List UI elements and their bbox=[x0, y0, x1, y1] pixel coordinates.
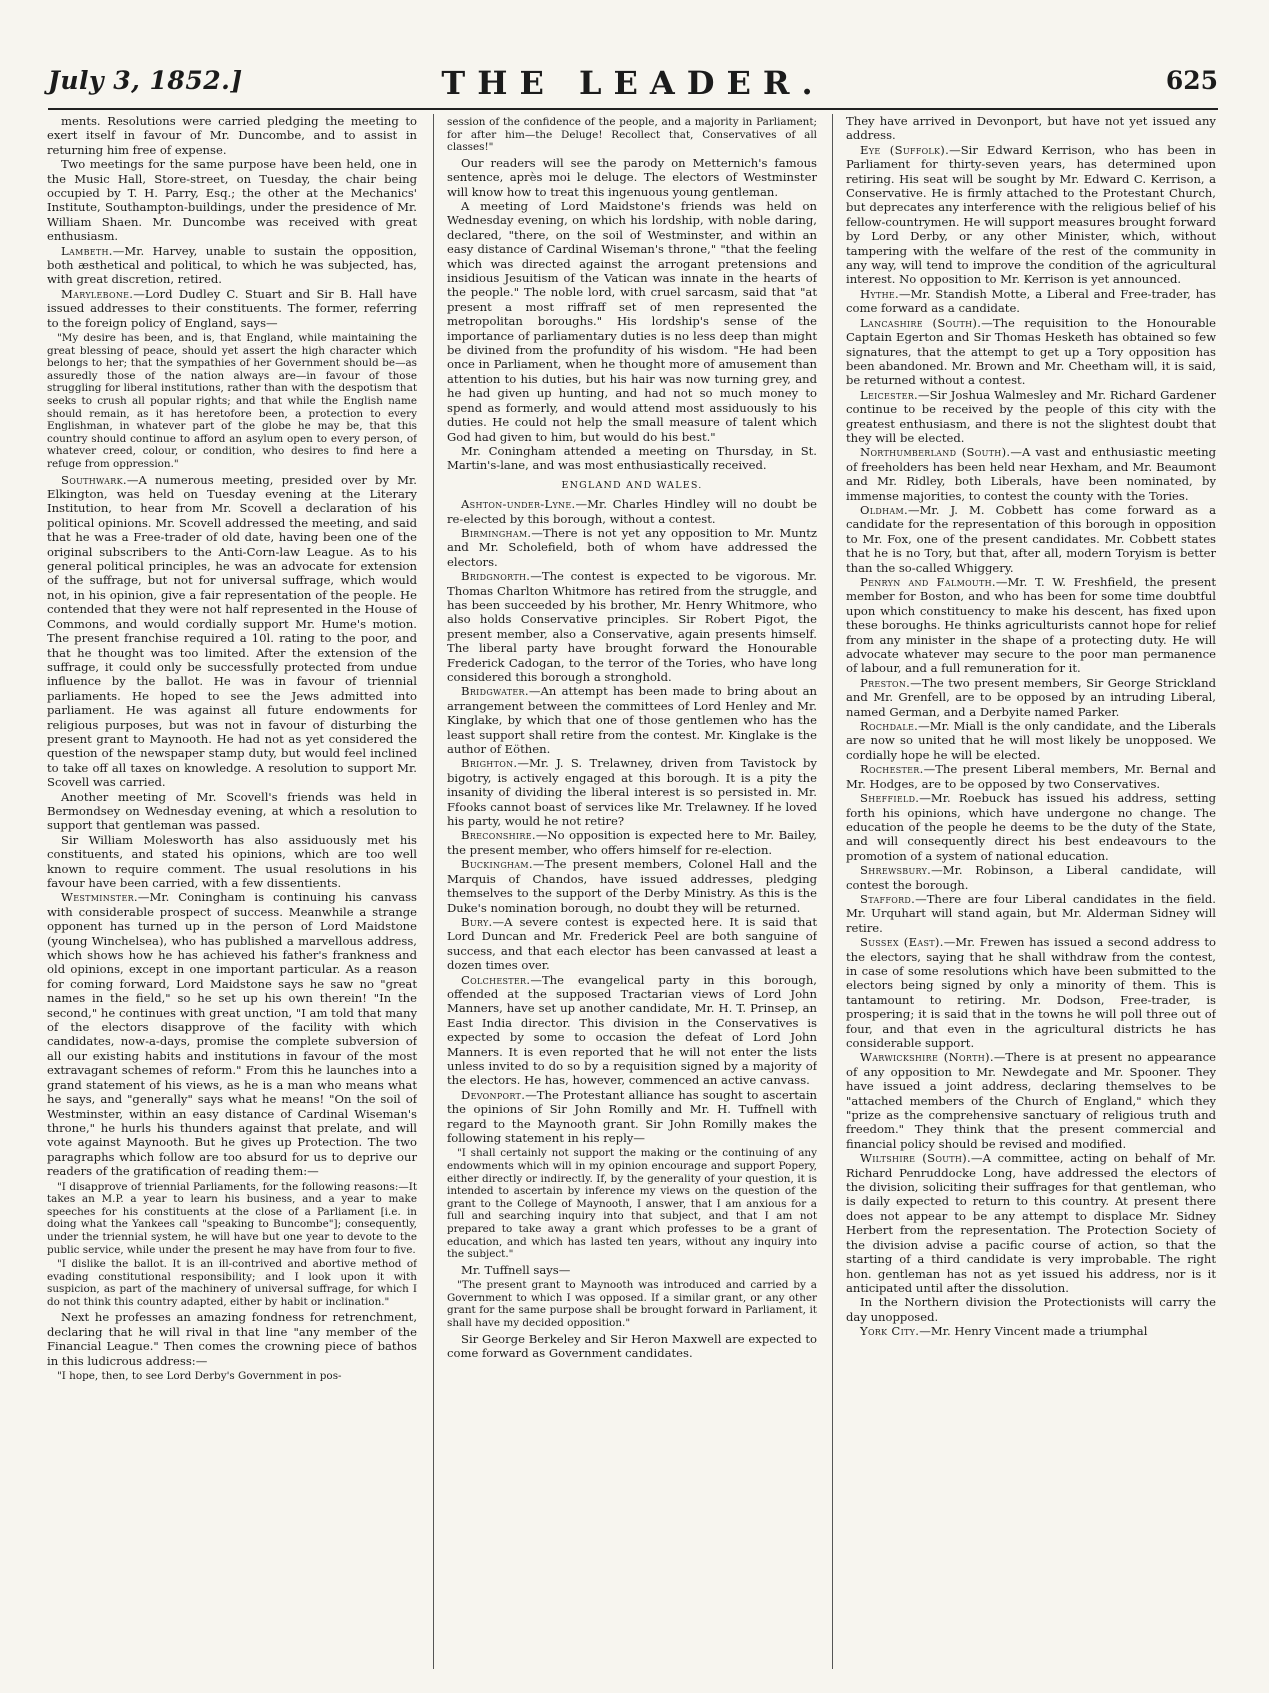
paragraph-text: ments. Resolutions were carried pledging the meeting to exert itself in favour of Mr. Duncombe, and to assist in returning him free of expense. bbox=[47, 114, 417, 157]
article-paragraph bbox=[846, 719, 1216, 762]
place-heading: Bury. bbox=[461, 914, 493, 929]
header-rule bbox=[48, 108, 1218, 110]
column-1 bbox=[47, 114, 417, 1674]
paragraph-text: —There are four Liberal candidates in the field. Mr. Urquhart will stand again, but Mr. Alderman Sidney will retire. bbox=[846, 891, 1216, 935]
article-paragraph bbox=[846, 143, 1216, 287]
article-paragraph bbox=[846, 316, 1216, 388]
article-paragraph bbox=[47, 790, 417, 833]
article-paragraph bbox=[846, 1324, 1216, 1338]
column-2 bbox=[447, 114, 817, 1674]
article-paragraph bbox=[447, 444, 817, 473]
place-heading: Birmingham. bbox=[461, 525, 532, 540]
place-heading: Stafford. bbox=[860, 891, 916, 906]
paragraph-text: "My desire has been, and is, that England, while maintaining the great blessing of peace, should yet assert the high character which belongs to her; that the sympathies of her Government should be—as assuredly those of the nation always are—in favour of those struggling for liberal institutions, rather than with the despotism that seeks to crush all popular rights; and that while the English name should remain, as it has heretofore been, a protection to every Englishman, in whatever part of the globe he may be, that this country should continue to afford an asylum open to every person, of whatever creed, colour, or condition, who desires to find here a refuge from oppression." bbox=[47, 332, 417, 471]
article-paragraph bbox=[447, 684, 817, 756]
paragraph-text: —A severe contest is expected here. It is said that Lord Duncan and Mr. Frederick Peel are both sanguine of success, and that each elector has been canvassed at least a dozen times over. bbox=[447, 914, 817, 973]
paragraph-text: "The present grant to Maynooth was introduced and carried by a Government to which I was opposed. If a similar grant, or any other grant for the same purpose shall be brought forward in Parliament, it shall have my decided opposition." bbox=[447, 1279, 817, 1329]
paragraph-text: —Sir Joshua Walmesley and Mr. Richard Gardener continue to be received by the people of this city with the greatest enthusiasm, and there is not the slightest doubt that they will be elected. bbox=[846, 387, 1216, 445]
article-paragraph bbox=[846, 892, 1216, 935]
paragraph-text: Mr. Tuffnell says— bbox=[461, 1262, 571, 1277]
paragraph-text: —Mr. Miall is the only candidate, and the Liberals are now so united that he will most likely be unopposed. We cordially hope he will be elected. bbox=[846, 719, 1216, 762]
article-paragraph bbox=[447, 199, 817, 444]
paragraph-text: —There is at present no appearance of any opposition to Mr. Newdegate and Mr. Spooner. They have issued a joint address, declaring themselves to be "attached members of the Church of England," which they "prize as the comprehensive sanctuary of religious truth and freedom." They think that the present commercial and financial policy should be revised and modified. bbox=[846, 1050, 1216, 1151]
place-heading: Buckingham. bbox=[461, 857, 533, 872]
quoted-passage bbox=[447, 116, 817, 154]
place-heading: Warwickshire (North). bbox=[860, 1050, 994, 1065]
article-paragraph bbox=[447, 915, 817, 973]
paragraph-text: —A numerous meeting, presided over by Mr. Elkington, was held on Tuesday evening at the Literary Institution, to hear from Mr. Scovell a declaration of his political opinions. Mr. Scovell addressed the meeting, and said that he was a Free-trader of old date, having been one of the original subscribers to the Anti-Corn-law League. As to his general political principles, he was an advocate for extension of the suffrage, but not for universal suffrage, which would not, in his opinion, give a fair representation of the people. He contended that they were not half represented in the House of Commons, and would cordially support Mr. Hume's motion. The present franchise required a 10l. rating to the poor, and that he thought was too limited. After the extension of the suffrage, it could only be successfully protected from undue influence by the ballot. He was in favour of triennial parliaments. He hoped to see the Jews admitted into parliament. He was against all future endowments for religious purposes, but was not in favour of disturbing the present grant to Maynooth. He had not as yet considered the question of the newspaper stamp duty, but would feel inclined to take off all taxes on knowledge. A resolution to support Mr. Scovell was carried. bbox=[47, 472, 417, 790]
paragraph-text: Another meeting of Mr. Scovell's friends was held in Bermondsey on Wednesday evening, at which a resolution to support that gentleman was passed. bbox=[47, 789, 417, 833]
paragraph-text: —A committee, acting on behalf of Mr. Richard Penruddocke Long, have addressed the electors of the division, soliciting their suffrages for that gentleman, who is daily expected to return to this country. At present there does not appear to be any attempt to displace Mr. Sidney Herbert from the representation. The Protection Society of the division advise a pacific course of action, so that the starting of a third candidate is very improbable. The right hon. gentleman has not as yet issued his address, nor is it anticipated until after the dissolution. bbox=[846, 1151, 1216, 1295]
paragraph-text: session of the confidence of the people, and a majority in Parliament; for after him—the Deluge! Recollect that, Conservatives of all classes!" bbox=[447, 116, 817, 154]
quoted-passage bbox=[447, 1279, 817, 1329]
article-paragraph bbox=[846, 287, 1216, 316]
page-header bbox=[48, 64, 1218, 104]
article-paragraph bbox=[846, 1050, 1216, 1151]
place-heading: Bridgnorth. bbox=[461, 569, 531, 584]
place-heading: Rochester. bbox=[860, 762, 924, 777]
place-heading: Eye (Suffolk). bbox=[860, 142, 950, 157]
place-heading: Marylebone. bbox=[61, 286, 134, 301]
place-heading: Westminster. bbox=[61, 890, 138, 905]
paragraph-text: In the Northern division the Protectionists will carry the day unopposed. bbox=[846, 1295, 1216, 1324]
article-paragraph bbox=[47, 244, 417, 287]
place-heading: Leicester. bbox=[860, 387, 919, 402]
place-heading: Lancashire (South). bbox=[860, 315, 982, 330]
article-paragraph bbox=[846, 1151, 1216, 1295]
paragraph-text: "I disapprove of triennial Parliaments, for the following reasons:—It takes an M.P. a year to learn his business, and a year to make speeches for his constituents at the close of a Parliament [i.e. in doing what the Yankees call "speaking to Buncombe"]; consequently, under the triennial system, he will have but one year to devote to the public service, while under the present he may have from four to five. bbox=[47, 1180, 417, 1256]
place-heading: Lambeth. bbox=[61, 243, 113, 258]
paragraph-text: —Mr. J. M. Cobbett has come forward as a candidate for the representation of this borough in opposition to Mr. Fox, one of the present candidates. Mr. Cobbett states that he is no Tory, but that, after all, modern Toryism is better than the so-called Whiggery. bbox=[846, 502, 1216, 575]
paragraph-text: —Mr. Charles Hindley will no doubt be re-elected by this borough, without a contest. bbox=[447, 497, 817, 526]
paragraph-text: Two meetings for the same purpose have been held, one in the Music Hall, Store-street, on Tuesday, the chair being occupied by T. H. Parry, Esq.; the other at the Mechanics' Institute, Southampton-buildings, under the presidence of Mr. William Shaen. Mr. Duncombe was received with great enthusiasm. bbox=[47, 157, 417, 244]
quoted-passage bbox=[47, 332, 417, 471]
paragraph-text: —Mr. Standish Motte, a Liberal and Free-trader, has come forward as a candidate. bbox=[846, 286, 1216, 316]
place-heading: Oldham. bbox=[860, 502, 908, 517]
masthead-title: THE LEADER. bbox=[441, 64, 825, 102]
paragraph-text: —There is not yet any opposition to Mr. Muntz and Mr. Scholefield, both of whom have addressed the electors. bbox=[447, 525, 817, 569]
place-heading: Penryn and Falmouth. bbox=[860, 575, 996, 589]
quoted-passage bbox=[47, 1370, 417, 1383]
paragraph-text: "I hope, then, to see Lord Derby's Government in pos- bbox=[57, 1370, 342, 1383]
section-heading bbox=[447, 479, 817, 493]
article-paragraph bbox=[47, 833, 417, 891]
column-divider bbox=[832, 114, 833, 1669]
article-paragraph bbox=[846, 575, 1216, 676]
article-paragraph bbox=[846, 676, 1216, 719]
article-paragraph bbox=[47, 890, 417, 1178]
place-heading: Shrewsbury. bbox=[860, 863, 932, 878]
paragraph-text: "I dislike the ballot. It is an ill-contrived and abortive method of evading constitutional responsibility; and I look upon it with suspicion, as part of the machinery of universal suffrage, for which I do not think this country adapted, either by habit or inclination." bbox=[47, 1258, 417, 1308]
paragraph-text: —The present Liberal members, Mr. Bernal and Mr. Hodges, are to be opposed by two Conservatives. bbox=[846, 762, 1216, 791]
column-3 bbox=[846, 114, 1216, 1674]
article-paragraph bbox=[846, 791, 1216, 863]
place-heading: Sheffield. bbox=[860, 791, 920, 806]
article-paragraph bbox=[447, 156, 817, 199]
article-paragraph bbox=[846, 1295, 1216, 1324]
paragraph-text: —No opposition is expected here to Mr. Bailey, the present member, who offers himself for re-election. bbox=[447, 828, 817, 857]
paragraph-text: —A vast and enthusiastic meeting of freeholders has been held near Hexham, and Mr. Beaumont and Mr. Ridley, both Liberals, have been nominated, by immense majorities, to contest the county with the Tories. bbox=[846, 445, 1216, 503]
place-heading: Breconshire. bbox=[461, 828, 536, 843]
paragraph-text: Sir William Molesworth has also assiduously met his constituents, and stated his opinions, which are too well known to require comment. The usual resolutions in his favour have been carried, with a few dissentients. bbox=[47, 832, 417, 890]
paragraph-text: Mr. Coningham attended a meeting on Thursday, in St. Martin's-lane, and was most enthusiastically received. bbox=[447, 443, 817, 473]
article-paragraph bbox=[846, 762, 1216, 791]
paragraph-text: —An attempt has been made to bring about an arrangement between the committees of Lord Henley and Mr. Kinglake, by which that one of those gentlemen who has the least support shall retire from the contest. Mr. Kinglake is the author of Eöthen. bbox=[447, 684, 817, 757]
paragraph-text: —The evangelical party in this borough, offended at the supposed Tractarian views of Lord John Manners, have set up another candidate, Mr. H. T. Prinsep, an East India director. This division in the Conservatives is expected by some to occasion the defeat of Lord John Manners. It is even reported that he will not enter the lists unless invited to do so by a requisition signed by a majority of the electors. He has, however, commenced an active canvass. bbox=[447, 972, 817, 1088]
paragraph-text: —Sir Edward Kerrison, who has been in Parliament for thirty-seven years, has determined upon retiring. His seat will be sought by Mr. Edward C. Kerrison, a Conservative. He is firmly attached to the Protestant Church, but deprecates any interference with the religious belief of his fellow-countrymen. He will support measures brought forward by Lord Derby, or any other Minister, which, without tampering with the welfare of the rest of the community in any way, will tend to improve the condition of the agricultural interest. No opposition to Mr. Kerrison is yet announced. bbox=[846, 142, 1216, 287]
column-divider bbox=[433, 114, 434, 1669]
quoted-passage bbox=[447, 1147, 817, 1260]
article-paragraph bbox=[47, 287, 417, 330]
article-paragraph bbox=[846, 445, 1216, 503]
paragraph-text: They have arrived in Devonport, but have not yet issued any address. bbox=[846, 114, 1216, 143]
article-paragraph bbox=[846, 863, 1216, 892]
page-number: 625 bbox=[1165, 66, 1218, 95]
paragraph-text: —The present members, Colonel Hall and the Marquis of Chandos, have issued addresses, pledging themselves to the support of the Derby Ministry. As this is the Duke's nomination borough, no doubt they will be returned. bbox=[447, 857, 817, 915]
article-paragraph bbox=[447, 756, 817, 828]
paragraph-text: —The requisition to the Honourable Captain Egerton and Sir Thomas Hesketh has obtained so few signatures, that the attempt to get up a Tory opposition has been abandoned. Mr. Brown and Mr. Cheetham will, it is said, be returned without a contest. bbox=[846, 315, 1216, 388]
paragraph-text: —The contest is expected to be vigorous. Mr. Thomas Charlton Whitmore has retired from the struggle, and has been succeeded by his brother, Mr. Henry Whitmore, who also holds Conservative principles. Sir Robert Pigot, the present member, also a Conservative, again presents himself. The liberal party have brought forward the Honourable Frederick Cadogan, to the terror of the Tories, who have long considered this borough a stronghold. bbox=[447, 569, 817, 684]
article-paragraph bbox=[47, 473, 417, 790]
place-heading: Hythe. bbox=[860, 286, 900, 301]
paragraph-text: —The Protestant alliance has sought to ascertain the opinions of Sir John Romilly and Mr. H. Tuffnell with regard to the Maynooth grant. Sir John Romilly makes the following statement in his reply— bbox=[447, 1087, 817, 1145]
article-paragraph bbox=[846, 935, 1216, 1050]
paragraph-text: —The two present members, Sir George Strickland and Mr. Grenfell, are to be opposed by an intruding Liberal, named German, and a Derbyite named Parker. bbox=[846, 675, 1216, 719]
article-paragraph bbox=[447, 1263, 817, 1277]
paragraph-text: —Mr. T. W. Freshfield, the present member for Boston, and who has been for some time doubtful upon which constituency to make his descent, has fixed upon these boroughs. He thinks agriculturists cannot hope for relief from any minister in the shape of a protecting duty. He will advocate whatever may secure to the poor man permanence of labour, and a full remuneration for it. bbox=[846, 575, 1216, 676]
article-paragraph bbox=[447, 497, 817, 526]
place-heading: Ashton-under-Lyne. bbox=[461, 497, 576, 512]
article-paragraph bbox=[846, 388, 1216, 446]
article-paragraph bbox=[447, 828, 817, 857]
article-paragraph bbox=[47, 1310, 417, 1368]
paragraph-text: Our readers will see the parody on Metternich's famous sentence, après moi le deluge. The electors of Westminster will know how to treat this ingenuous young gentleman. bbox=[447, 155, 817, 199]
article-paragraph bbox=[447, 526, 817, 569]
paragraph-text: —Mr. Robinson, a Liberal candidate, will contest the borough. bbox=[846, 863, 1216, 892]
place-heading: Rochdale. bbox=[860, 719, 919, 734]
paragraph-text: ENGLAND AND WALES. bbox=[561, 479, 703, 491]
quoted-passage bbox=[47, 1181, 417, 1257]
paragraph-text: —Mr. Harvey, unable to sustain the opposition, both æsthetical and political, to which he was subjected, has, with great discretion, retired. bbox=[47, 243, 417, 287]
place-heading: York City. bbox=[860, 1324, 920, 1339]
article-paragraph bbox=[447, 1088, 817, 1146]
paragraph-text: Sir George Berkeley and Sir Heron Maxwell are expected to come forward as Government candidates. bbox=[447, 1331, 817, 1360]
place-heading: Colchester. bbox=[461, 972, 531, 987]
paragraph-text: —Mr. J. S. Trelawney, driven from Tavistock by bigotry, is actively engaged at this borough. It is a pity the insanity of dividing the liberal interest is so persisted in. Mr. Ffooks cannot boast of services like Mr. Trelawney. If he loved his party, would he not retire? bbox=[447, 756, 817, 829]
article-paragraph bbox=[846, 114, 1216, 143]
place-heading: Sussex (East). bbox=[860, 935, 944, 950]
article-paragraph bbox=[447, 973, 817, 1088]
article-paragraph bbox=[447, 857, 817, 915]
article-paragraph bbox=[846, 503, 1216, 575]
article-paragraph bbox=[47, 114, 417, 157]
quoted-passage bbox=[47, 1258, 417, 1308]
paragraph-text: —Mr. Henry Vincent made a triumphal bbox=[919, 1324, 1148, 1339]
paragraph-text: Next he professes an amazing fondness for retrenchment, declaring that he will rival in that line "any member of the Financial League." Then comes the crowning piece of bathos in this ludicrous address:— bbox=[47, 1310, 417, 1368]
article-paragraph bbox=[47, 157, 417, 243]
article-paragraph bbox=[447, 569, 817, 684]
issue-date: July 3, 1852.] bbox=[48, 66, 243, 95]
paragraph-text: —Mr. Coningham is continuing his canvass with considerable prospect of success. Meanwhile a strange opponent has turned up in the person of Lord Maidstone (young Winchelsea), who has published a marvellous address, which shows how he has achieved his father's frankness and old opinions, except in one important particular. As a reason for coming forward, Lord Maidstone says he saw no "great names in the field," so he set up his own therein! "In the second," he continues with great unction, "I am told that many of the electors disapprove of the facility with which candidates, now-a-days, promise the complete subversion of all our existing habits and institutions in favour of the most extravagant schemes of reform." From this he launches into a grand statement of his views, as he is a man who means what he says, and "generally" says what he means! "On the soil of Westminster, within an easy distance of Cardinal Wiseman's throne," he hurls his thunders against that prelate, and will vote against Maynooth. But he gives up Protection. The two paragraphs which follow are too absurd for us to deprive our readers of the gratification of reading them:— bbox=[47, 890, 417, 1179]
paragraph-text: "I shall certainly not support the making or the continuing of any endowments which will in my opinion encourage and support Popery, either directly or indirectly. If, by the generality of your question, it is intended to ascertain by inference my views on the question of the grant to the College of Maynooth, I answer, that I am anxious for a full and searching inquiry into that subject, and that I am not prepared to take away a grant which professes to be a grant of education, and which has lasted ten years, without any inquiry into the subject." bbox=[447, 1147, 817, 1261]
place-heading: Southwark. bbox=[61, 472, 127, 487]
paragraph-text: —Mr. Roebuck has issued his address, setting forth his opinions, which have undergone no change. The education of the people he deems to be the duty of the State, and will consequently direct his best endeavours to the promotion of a system of national education. bbox=[846, 791, 1216, 863]
place-heading: Devonport. bbox=[461, 1087, 526, 1102]
place-heading: Brighton. bbox=[461, 756, 518, 771]
paragraph-text: —Mr. Frewen has issued a second address to the electors, saying that he shall withdraw from the contest, in case of some resolutions which have been submitted to the electors being signed by only a minority of them. This is tantamount to retiring. Mr. Dodson, Free-trader, is prospering; it is said that in the towns he will poll three out of four, and that even in the agricultural districts he has considerable support. bbox=[846, 935, 1216, 1050]
paragraph-text: —Lord Dudley C. Stuart and Sir B. Hall have issued addresses to their constituents. The former, referring to the foreign policy of England, says— bbox=[47, 286, 417, 330]
place-heading: Wiltshire (South). bbox=[860, 1151, 971, 1166]
place-heading: Preston. bbox=[860, 675, 911, 690]
place-heading: Bridgwater. bbox=[461, 684, 529, 699]
article-paragraph bbox=[447, 1332, 817, 1361]
place-heading: Northumberland (South). bbox=[860, 445, 1011, 460]
paragraph-text: A meeting of Lord Maidstone's friends was held on Wednesday evening, on which his lordship, with noble daring, declared, "there, on the soil of Westminster, and within an easy distance of Cardinal Wiseman's throne," "that the feeling which was directed against the arrogant pretensions and insidious Jesuitism of the Vatican was innate in the hearts of the people." The noble lord, with cruel sarcasm, said that "at present a most riffraff set of men represented the metropolitan boroughs." His lordship's sense of the importance of parliamentary duties is no less deep than might be divined from the profundity of his wisdom. "He had been once in Parliament, when he thought more of amusement than attention to his duties, but his hair was now turning grey, and he had given up hunting, and had not so much money to spend as formerly, and would attend most assiduously to his duties. He could not help the small measure of talent which God had given to him, but would do his best." bbox=[447, 199, 817, 444]
